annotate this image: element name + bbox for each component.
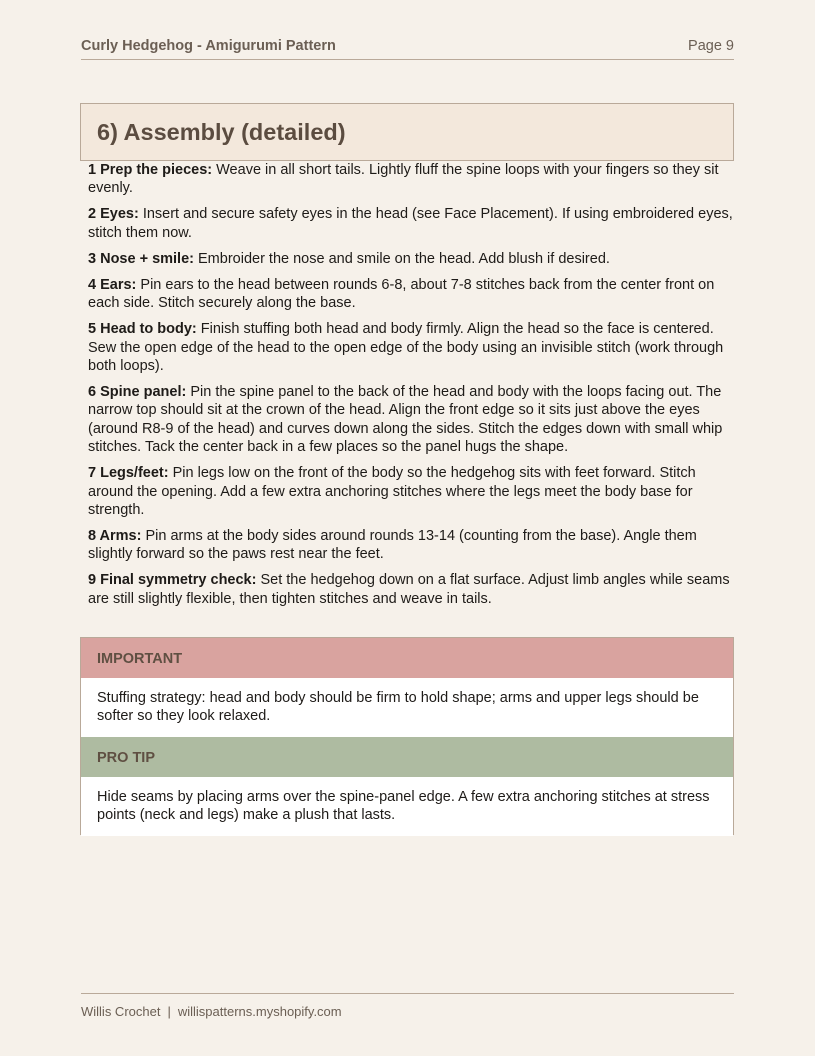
step-2 <box>88 205 734 242</box>
step-label: 5 Head to body: <box>88 321 197 338</box>
footer-author: Willis Crochet <box>81 1004 161 1019</box>
important-heading: IMPORTANT <box>81 638 733 678</box>
step-label: 3 Nose + smile: <box>88 250 194 267</box>
step-3 <box>88 250 734 268</box>
footer-separator: | <box>167 1004 171 1019</box>
step-text: Finish stuffing both head and body firmly. Align the head so the face is centered. Sew the open edge of the head to the open edge of the body using an invisible stitch (work through both loops). <box>88 321 724 375</box>
step-text: Insert and secure safety eyes in the head (see Face Placement). If using embroidered eyes, stitch them now. <box>88 206 733 241</box>
step-label: 2 Eyes: <box>88 206 139 223</box>
step-label: 4 Ears: <box>88 276 137 293</box>
step-1 <box>88 161 734 198</box>
step-label: 9 Final symmetry check: <box>88 572 257 589</box>
step-text: Pin legs low on the front of the body so the hedgehog sits with feet forward. Stitch around the opening. Add a few extra anchoring stitches where the legs meet the body base for strength. <box>88 465 696 519</box>
step-text: Pin the spine panel to the back of the head and body with the loops facing out. The narrow top should sit at the crown of the head. Align the front edge so it sits just above the eyes (around R8-9 of the head) and curves down along the sides. Stitch the edges down with small whip stitches. Tack the center back in a few places so the panel hugs the shape. <box>88 384 723 456</box>
step-9 <box>88 571 734 608</box>
step-6 <box>88 383 734 457</box>
step-text: Set the hedgehog down on a flat surface. Adjust limb angles while seams are still slightly flexible, then tighten stitches and weave in tails. <box>88 572 730 607</box>
step-7 <box>88 464 734 519</box>
step-text: Pin arms at the body sides around rounds 13-14 (counting from the base). Angle them slightly forward so the paws rest near the feet. <box>88 528 697 563</box>
page-header <box>81 38 734 60</box>
section-heading-box <box>80 103 734 161</box>
pro-tip-body: Hide seams by placing arms over the spine-panel edge. A few extra anchoring stitches at stress points (neck and legs) make a plush that lasts. <box>81 777 733 836</box>
step-text: Embroider the nose and smile on the head. Add blush if desired. <box>193 250 610 267</box>
assembly-steps <box>88 161 734 616</box>
important-body: Stuffing strategy: head and body should be firm to hold shape; arms and upper legs should be softer so they look relaxed. <box>81 678 733 737</box>
step-label: 7 Legs/feet: <box>88 465 169 482</box>
step-text: Pin ears to the head between rounds 6-8, about 7-8 stitches back from the center front on each side. Stitch securely along the base. <box>88 276 715 312</box>
footer-website: willispatterns.myshopify.com <box>177 1004 342 1019</box>
page-number: Page 9 <box>688 38 734 54</box>
step-4 <box>88 276 734 313</box>
step-8 <box>88 527 734 564</box>
step-5 <box>88 320 734 375</box>
step-text: Weave in all short tails. Lightly fluff the spine loops with your fingers so they sit evenly. <box>88 162 719 197</box>
pro-tip-heading: PRO TIP <box>81 737 733 777</box>
step-label: 8 Arms: <box>88 528 142 545</box>
step-label: 1 Prep the pieces: <box>88 162 213 178</box>
page-footer <box>81 993 734 1019</box>
step-label: 6 Spine panel: <box>88 384 187 401</box>
document-title: Curly Hedgehog - Amigurumi Pattern <box>81 38 336 54</box>
callout-boxes <box>80 637 734 835</box>
section-title: 6) Assembly (detailed) <box>97 119 346 145</box>
